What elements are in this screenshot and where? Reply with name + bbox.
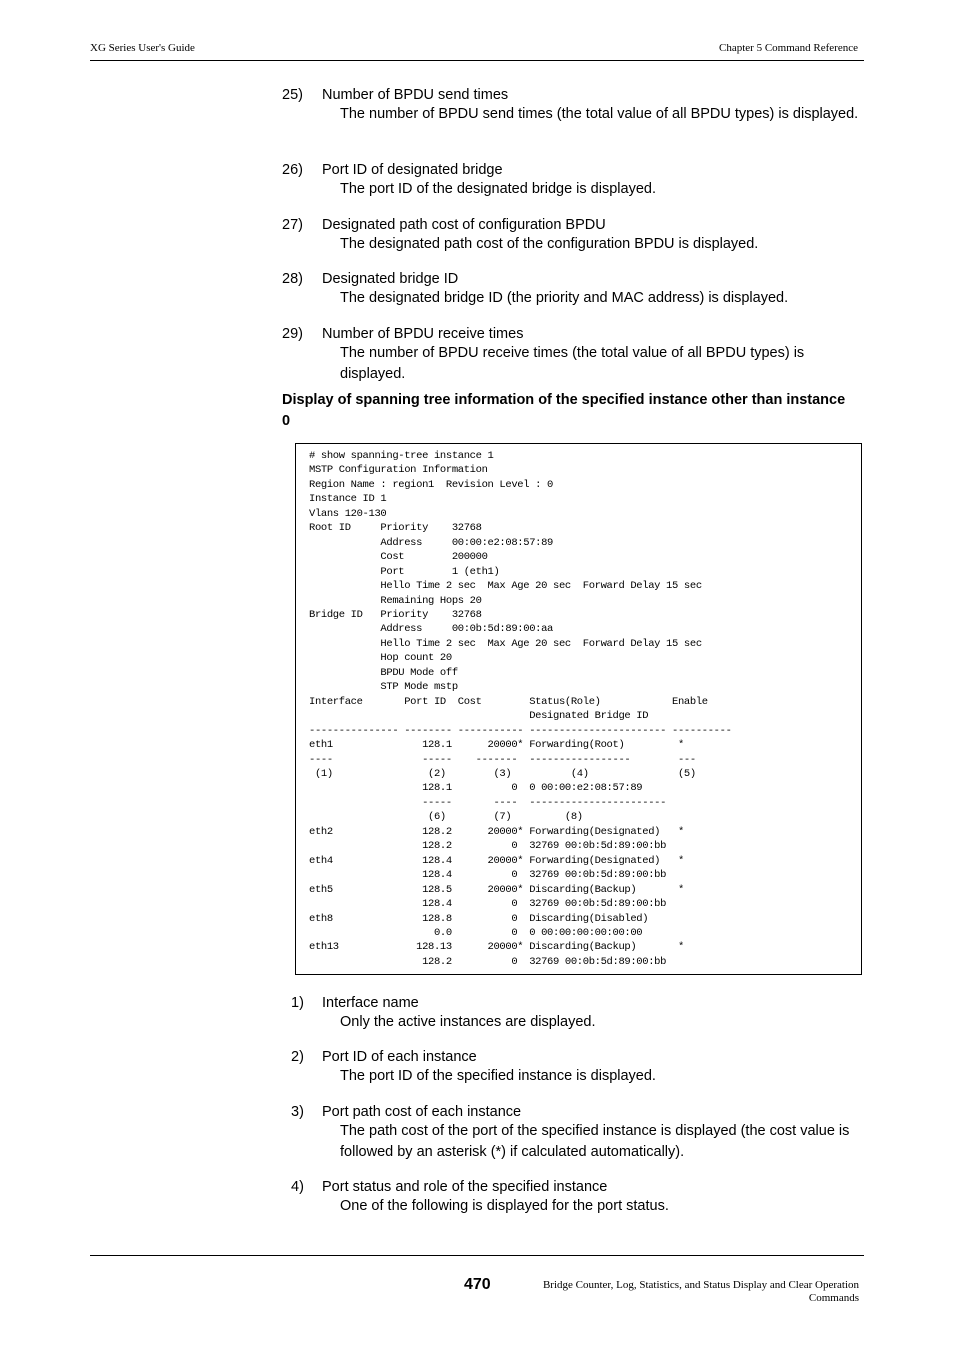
cli-line: 128.2 0 32769 00:0b:5d:89:00:bb xyxy=(309,840,667,853)
cli-line: Instance ID 1 xyxy=(309,493,387,506)
item-title: Designated path cost of configuration BPDU xyxy=(322,217,606,233)
header-divider xyxy=(90,60,864,61)
item-number: 25) xyxy=(282,87,303,103)
item-title: Port status and role of the specified instance xyxy=(322,1179,608,1195)
cli-output-text xyxy=(309,449,732,969)
cli-line: Region Name : region1 Revision Level : 0 xyxy=(309,478,553,491)
header-guide-title: XG Series User's Guide xyxy=(90,42,195,54)
item-description: The path cost of the port of the specified instance is displayed (the cost value is followed by an asterisk (*) if calculated automatically). xyxy=(340,1123,850,1160)
item-title: Port ID of each instance xyxy=(322,1049,477,1065)
page-number: 470 xyxy=(464,1276,491,1293)
item-title: Designated bridge ID xyxy=(322,271,459,287)
item-description: The port ID of the specified instance is displayed. xyxy=(340,1068,656,1084)
section-heading: Display of spanning tree information of the specified instance other than instance 0 xyxy=(282,392,846,429)
item-description: The designated path cost of the configuration BPDU is displayed. xyxy=(340,236,759,252)
item-title: Port ID of designated bridge xyxy=(322,162,503,178)
item-number: 1) xyxy=(291,995,304,1011)
item-number: 3) xyxy=(291,1104,304,1120)
cli-line: Bridge ID Priority 32768 xyxy=(309,608,482,621)
cli-line: Address 00:0b:5d:89:00:aa xyxy=(309,623,553,636)
footer-divider xyxy=(90,1255,864,1256)
footer-line-1: Bridge Counter, Log, Statistics, and Status Display and Clear Operation xyxy=(542,1279,859,1291)
cli-line: MSTP Configuration Information xyxy=(309,464,488,477)
cli-line: ----- ---- ----------------------- xyxy=(309,796,667,809)
footer-section-title xyxy=(509,1279,859,1305)
footer-line-2: Commands xyxy=(808,1292,859,1304)
cli-line: 128.2 0 32769 00:0b:5d:89:00:bb xyxy=(309,955,667,968)
item-number: 2) xyxy=(291,1049,304,1065)
cli-line: 128.4 0 32769 00:0b:5d:89:00:bb xyxy=(309,898,667,911)
cli-line: # show spanning-tree instance 1 xyxy=(309,450,494,462)
item-number: 27) xyxy=(282,217,303,233)
cli-line: Cost 200000 xyxy=(309,551,488,564)
cli-output-box xyxy=(295,443,862,975)
cli-line: eth5 128.5 20000* Discarding(Backup) * xyxy=(309,883,684,896)
cli-line: --------------- -------- ----------- ----------------------- ---------- xyxy=(309,724,732,737)
cli-line: 128.4 0 32769 00:0b:5d:89:00:bb xyxy=(309,869,667,882)
item-number: 28) xyxy=(282,271,303,287)
item-description: The number of BPDU receive times (the total value of all BPDU types) is displayed. xyxy=(340,345,805,382)
item-title: Number of BPDU send times xyxy=(322,87,509,103)
cli-line: eth13 128.13 20000* Discarding(Backup) * xyxy=(309,941,684,954)
header-chapter-title: Chapter 5 Command Reference xyxy=(719,42,858,54)
cli-line: Port 1 (eth1) xyxy=(309,565,500,578)
cli-line: Remaining Hops 20 xyxy=(309,594,482,607)
item-title: Interface name xyxy=(322,995,419,1011)
item-description: Only the active instances are displayed. xyxy=(340,1014,596,1030)
item-description: The number of BPDU send times (the total value of all BPDU types) is displayed. xyxy=(340,106,859,122)
cli-line: Interface Port ID Cost Status(Role) Enable xyxy=(309,695,708,708)
cli-line: 128.1 0 0 00:00:e2:08:57:89 xyxy=(309,782,643,795)
cli-line: Designated Bridge ID xyxy=(309,710,649,723)
item-number: 4) xyxy=(291,1179,304,1195)
cli-line: (6) (7) (8) xyxy=(309,811,583,824)
item-number: 26) xyxy=(282,162,303,178)
cli-line: eth2 128.2 20000* Forwarding(Designated) * xyxy=(309,825,684,838)
item-title: Port path cost of each instance xyxy=(322,1104,522,1120)
cli-line: eth4 128.4 20000* Forwarding(Designated) * xyxy=(309,854,684,867)
cli-line: Root ID Priority 32768 xyxy=(309,522,482,535)
item-number: 29) xyxy=(282,326,303,342)
cli-line: STP Mode mstp xyxy=(309,681,458,694)
cli-line: eth8 128.8 0 Discarding(Disabled) xyxy=(309,912,649,925)
cli-line: (1) (2) (3) (4) (5) xyxy=(309,767,696,780)
item-title: Number of BPDU receive times xyxy=(322,326,524,342)
cli-line: Vlans 120-130 xyxy=(309,507,387,520)
cli-line: Hop count 20 xyxy=(309,652,452,665)
cli-line: eth1 128.1 20000* Forwarding(Root) * xyxy=(309,739,684,752)
cli-line: Address 00:00:e2:08:57:89 xyxy=(309,536,553,549)
cli-line: BPDU Mode off xyxy=(309,666,458,679)
item-description: One of the following is displayed for the port status. xyxy=(340,1198,669,1214)
cli-line: 0.0 0 0 00:00:00:00:00:00 xyxy=(309,926,643,939)
cli-line: Hello Time 2 sec Max Age 20 sec Forward Delay 15 sec xyxy=(309,580,702,593)
cli-line: Hello Time 2 sec Max Age 20 sec Forward Delay 15 sec xyxy=(309,637,702,650)
item-description: The designated bridge ID (the priority and MAC address) is displayed. xyxy=(340,290,789,306)
cli-line: ---- ----- ------- ----------------- --- xyxy=(309,753,696,766)
item-description: The port ID of the designated bridge is displayed. xyxy=(340,181,656,197)
